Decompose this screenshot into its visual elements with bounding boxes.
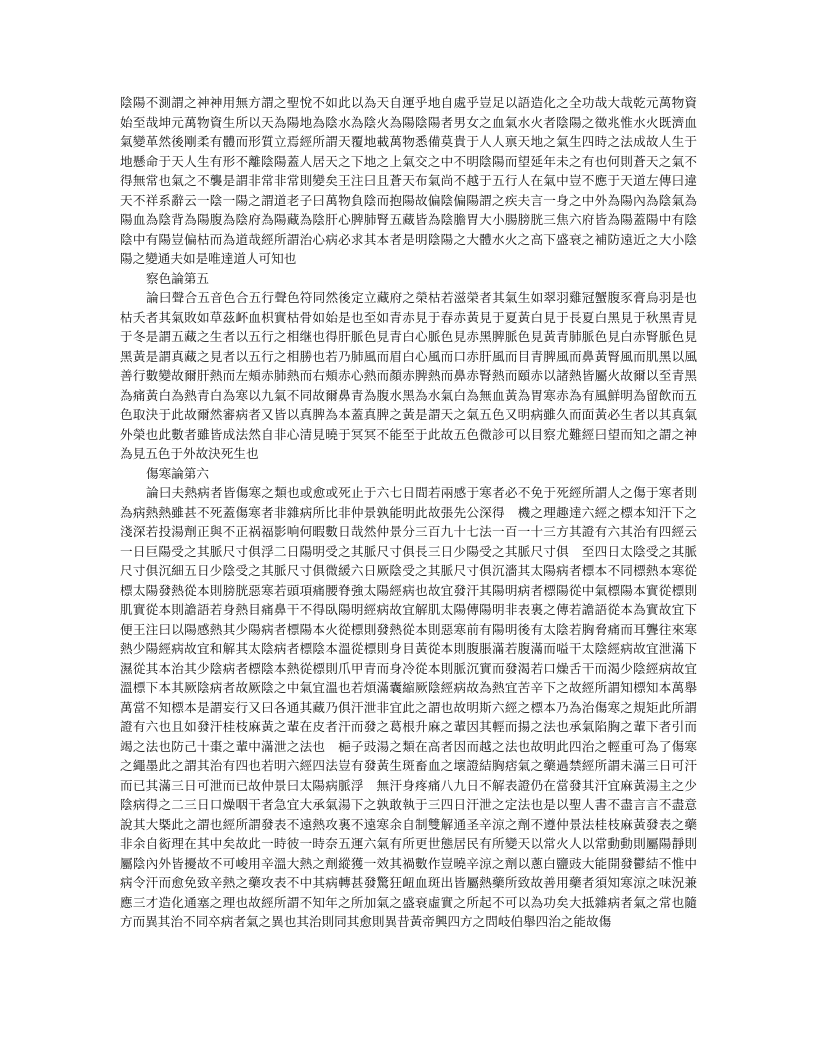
section-heading-observing-color: 察色論第五 (146, 270, 209, 286)
paragraph-cold-damage: 論曰夫熱病者皆傷寒之類也或愈或死止于六七日間若兩感于寒者必不免于死經所謂人之傷于寒者則為病熱熱雖甚不死蓋傷寒者非雜病所比非仲景孰能明此故張先公深得 機之理趣達六經之標本知汗下之淺深若投湯劑正與不正祸福影响何暇數日哉然仲景分三百九十七法一百一十三方其證有六其治有四經云一日巨陽受之其脈尺寸俱浮二日陽明受之其脈尺寸俱長三日少陽受之其脈尺寸俱 至四日太陰受之其脈尺寸俱沉細五日少陰受之其脈尺寸俱微緩六日厥陰受之其脈尺寸俱沉濇其太陽病者標本不同標熱本寒從標太陽發熱從本則膀胱惡寒若頭項痛腰脊強太陽經病也故宜發汗其陽明病者標陽從中氣標陽本實從標則肌實從本則譫語若身熱目痛鼻干不得臥陽明經病故宜解肌太陽傳陽明非表裏之傳若譫語從本為實故宜下便王注曰以陽感熱其少陽病者標陽本火從標則發熱從本則惡寒前有陽明後有太陰若胸脅痛而耳聾往來寒熱少陽經病故宜和解其太陰病者標陰本溫從標則身目黃從本則腹脹滿若腹滿而嗌干太陰經病故宜泄滿下濕從其本治其少陰病者標陰本熱從標則爪甲青而身冷從本則脈沉實而發渴若口燥舌干而渴少陰經病故宜溫標下本其厥陰病者故厥陰之中氣宜溫也若煩滿囊縮厥陰經病故為熱宜苦辛下之故經所謂知標知本萬舉萬當不知標本是謂妄行又曰各通其藏乃俱汗泄非宜此之謂也故明斯六經之標本乃為治傷寒之規矩此所謂證有六也且如發汗桂枝麻黃之輩在皮者汗而發之葛根升麻之輩因其輕而揚之法也承氣陷胸之輩下者引而竭之法也防己十棗之輩中滿泄之法也 梔子豉湯之類在高者因而越之法也故明此四治之輕重可為了傷寒之繩墨此之謂其治有四也若明六經四法豈有發黃生斑畜血之壞證結胸痞氣之藥過禁經所謂未滿三日可汗而已其滿三日可泄而已故仲景曰太陽病脈浮 無汗身疼痛八九日不解表證仍在當發其汗宜麻黃湯主之少陰病得之二三日口燥咽干者急宜大承氣湯下之孰敢執于三四日汗泄之定法也是以聖人書不盡言言不盡意說其大槩此之謂也經所謂發表不遠熱攻裏不遠寒余自制雙解通圣辛涼之劑不遵仲景法桂枝麻黃發表之藥非余自衒理在其中矣故此一時彼一時奈五運六氣有所更世態居民有所變天以常火人以常動動則屬陽靜則屬陰內外皆擾故不可峻用辛溫大熱之劑縱獲一效其禍數作豈曉辛涼之劑以蔥白鹽豉大能開發鬱結不惟中病令汗而愈免致辛熱之藥攻表不中其病轉甚發驚狂衄血斑出皆屬熱藥所致故善用藥者須知寒涼之味況兼應三才造化通塞之理也故經所謂不知年之所加氣之盛衰虛實之所起不可以為功矣大抵雜病者氣之常也隨方而異其治不同卒病者氣之異也其治則同其愈則異昔黃帝興四方之問岐伯舉四治之能故傷 (120, 485, 697, 929)
paragraph-yin-yang: 陰陽不測謂之神神用無方謂之聖悅不如此以為天自運乎地自處乎豈足以語造化之全功哉大哉乾元萬物資始至哉坤元萬物資生所以天為陽地為陰水為陰火為陽陰陽者男女之血氣水火者陰陽之徵兆惟水火既濟血氣變革然後剛柔有體而形質立焉經所謂天覆地載萬物悉備莫貴于人人禀天地之氣生四時之法成故人生于地懸命于天人生有形不離陰陽蓋人居天之下地之上氣交之中不明陰陽而望延年未之有也何則蒼天之氣不得無常也氣之不襲是謂非常非常則變矣王注曰且蒼天布氣尚不越于五行人在氣中豈不應于天道左傳曰違天不祥系辭云一陰一陽之謂道老子曰萬物負陰而抱陽故偏陰偏陽謂之疾夫言一身之中外為陽內為陰氣為陽血為陰背為陽腹為陰府為陽藏為陰肝心脾肺腎五藏皆為陰膽胃大小腸膀胱三焦六府皆為陽蓋陽中有陰陰中有陽豈偏枯而為道哉經所謂治心病必求其本者是明陰陽之大體水火之高下盛衰之補防遠近之大小陰陽之變通夫如是唯達道人可知也 (120, 95, 697, 266)
paragraph-observing-color: 論曰聲合五音色合五行聲色符同然後定立藏府之榮枯若滋榮者其氣生如翠羽雞冠蟹腹豕膏烏羽是也枯夭者其氣敗如草茲衃血枳實枯骨如始是也至如青赤見于春赤黃見于夏黃白見于長夏白黑見于秋黑青見于冬是謂五藏之生者以五行之相继也得肝脈色見青白心脈色見赤黑脾脈色見黃青肺脈色見白赤腎脈色見黑黃是謂真藏之見者以五行之相勝也若乃肺風而眉白心風而口赤肝風而目青脾風而鼻黃腎風而肌黑以風善行數變故爾肝熱而左頰赤肺熱而右頰赤心熱而顏赤脾熱而鼻赤腎熱而頤赤以諸熱皆屬火故爾以至青黑為痛黃白為熱青白為寒以九氣不同故爾鼻青為腹水黑為水氣白為無血黃為胃寒赤為有風鮮明為留飲而五色取決于此故爾然審病者又皆以真脾為本蓋真脾之黃是謂天之氣五色又明病雖久而面黃必生者以其真氣外榮也此數者雖皆成法然自非心清見曉于冥冥不能至于此故五色微診可以目察尤難經曰望而知之謂之神為見五色于外故決死生也 (120, 290, 697, 461)
document-page (120, 93, 697, 932)
section-heading-cold-damage: 傷寒論第六 (146, 465, 209, 481)
